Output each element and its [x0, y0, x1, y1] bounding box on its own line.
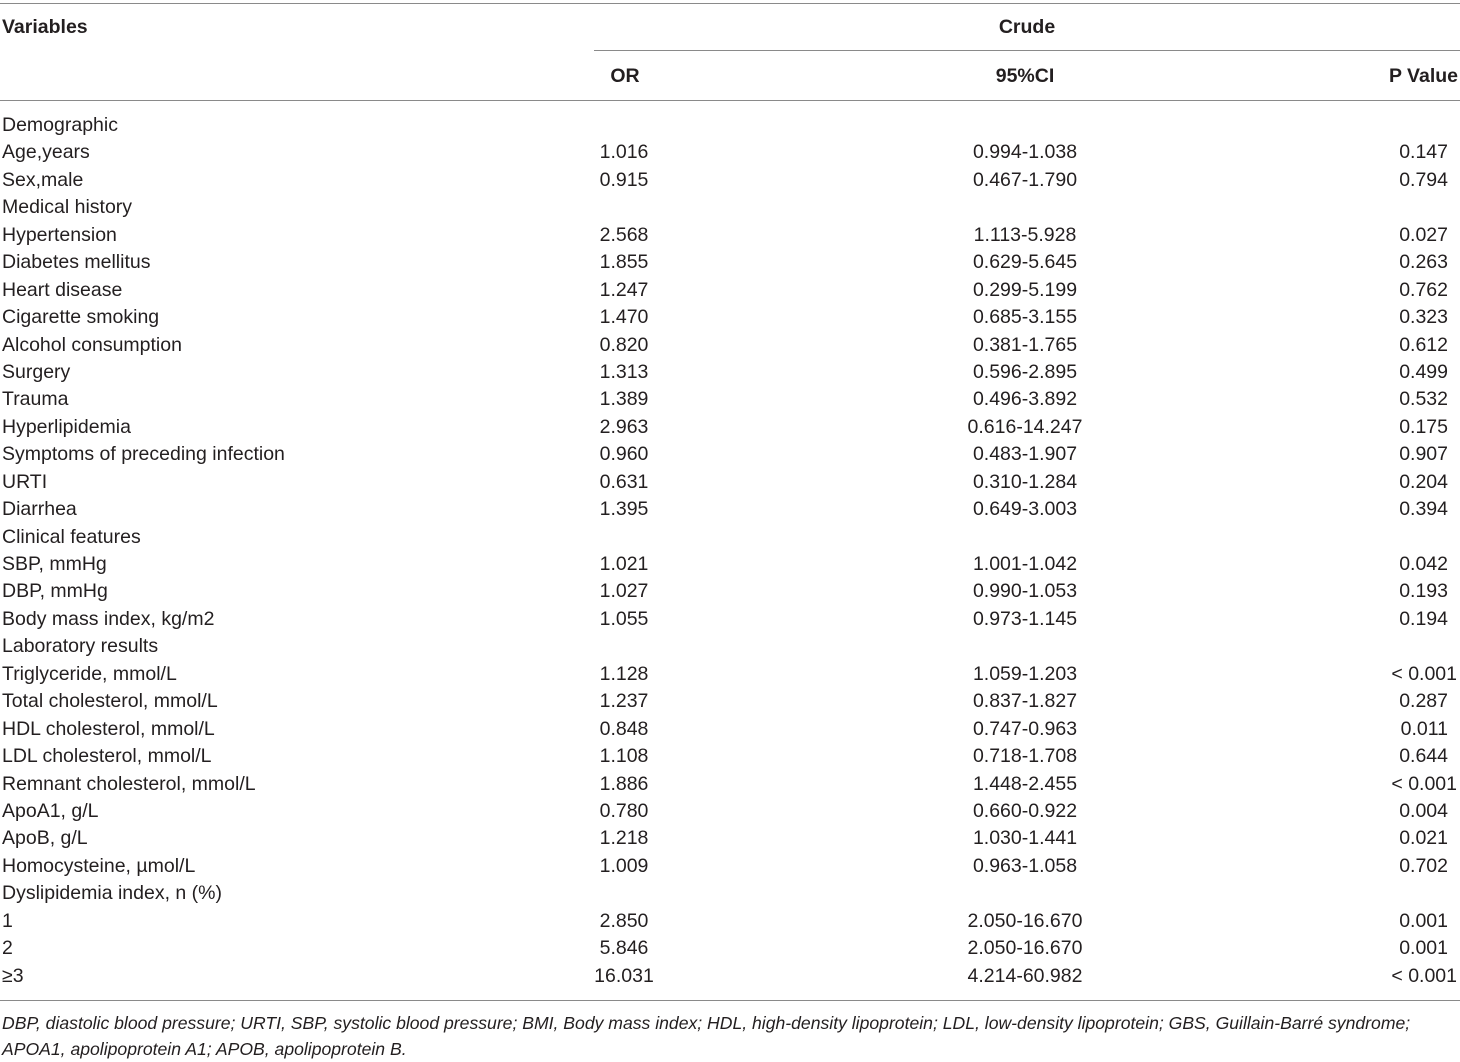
header-crude: Crude	[998, 16, 1056, 38]
cell-or: 0.631	[599, 470, 649, 493]
header-or: OR	[610, 65, 640, 87]
table-row	[0, 935, 1460, 962]
cell-or: 1.886	[599, 772, 649, 795]
cell-variable: Surgery	[2, 360, 71, 383]
cell-ci: 0.496-3.892	[972, 388, 1078, 411]
cell-variable: Homocysteine, µmol/L	[2, 854, 196, 877]
cell-ci: 0.990-1.053	[972, 580, 1078, 603]
table-row	[0, 524, 1460, 551]
cell-variable: Symptoms of preceding infection	[2, 443, 285, 466]
cell-variable: ApoB, g/L	[2, 827, 88, 850]
cell-or: 1.009	[599, 854, 649, 877]
cell-ci: 0.994-1.038	[972, 141, 1078, 164]
cell-or: 0.780	[599, 799, 649, 822]
cell-p-value: 0.762	[1399, 278, 1448, 301]
table-row	[0, 249, 1460, 276]
cell-variable: ≥3	[2, 964, 24, 987]
table-body	[0, 112, 1460, 990]
cell-variable: Alcohol consumption	[2, 333, 182, 356]
table-row	[0, 688, 1460, 715]
cell-or: 0.960	[599, 443, 649, 466]
table-row	[0, 578, 1460, 605]
table-row	[0, 167, 1460, 194]
cell-or: 1.313	[599, 360, 649, 383]
table-row	[0, 112, 1460, 139]
cell-or: 1.855	[599, 251, 649, 274]
cell-p-value: 0.001	[1399, 937, 1448, 960]
table-row	[0, 908, 1460, 935]
cell-or: 1.021	[599, 553, 649, 575]
cell-variable: Clinical features	[2, 525, 141, 548]
cell-variable: Heart disease	[2, 278, 123, 301]
cell-variable: Demographic	[2, 114, 118, 136]
table-row	[0, 633, 1460, 660]
cell-or: 1.108	[599, 745, 649, 768]
cell-ci: 1.001-1.042	[972, 553, 1078, 575]
cell-variable: Body mass index, kg/m2	[2, 607, 215, 630]
table-footnote: DBP, diastolic blood pressure; URTI, SBP, systolic blood pressure; BMI, Body mass index; HDL, high-density lipoprotein; LDL, low-density lipoprotein; GBS, Guillain-Barré syndrome; APOA1, apolipoprotein A1; APOB, apolipoprotein B.	[2, 1013, 1411, 1059]
cell-p-value: 0.194	[1399, 607, 1448, 630]
cell-variable: Laboratory results	[2, 635, 159, 658]
cell-p-value: 0.702	[1399, 854, 1448, 877]
cell-variable: SBP, mmHg	[2, 553, 107, 575]
cell-p-value: 0.287	[1399, 690, 1448, 713]
cell-p-value: 0.612	[1399, 333, 1448, 356]
cell-or: 1.389	[599, 388, 649, 411]
cell-p-value: 0.042	[1399, 553, 1448, 575]
cell-ci: 2.050-16.670	[967, 909, 1083, 932]
cell-p-value: 0.532	[1399, 388, 1448, 411]
cell-ci: 0.629-5.645	[972, 251, 1078, 274]
cell-p-value: < 0.001	[1391, 772, 1457, 795]
cell-or: 0.915	[599, 168, 649, 191]
cell-variable: Remnant cholesterol, mmol/L	[2, 772, 256, 795]
cell-variable: Triglyceride, mmol/L	[2, 662, 177, 685]
cell-variable: Diarrhea	[2, 498, 77, 521]
cell-or: 16.031	[594, 964, 654, 987]
cell-variable: Hyperlipidemia	[2, 415, 131, 438]
cell-variable: Hypertension	[2, 223, 117, 246]
cell-or: 1.027	[599, 580, 649, 603]
table-row	[0, 386, 1460, 413]
cell-p-value: 0.004	[1399, 799, 1448, 822]
table-row	[0, 606, 1460, 633]
table-row	[0, 277, 1460, 304]
cell-ci: 0.963-1.058	[972, 854, 1078, 877]
cell-p-value: 0.193	[1399, 580, 1448, 603]
cell-p-value: 0.644	[1399, 745, 1448, 768]
cell-p-value: < 0.001	[1391, 964, 1457, 987]
table-row	[0, 332, 1460, 359]
cell-ci: 0.483-1.907	[972, 443, 1078, 466]
cell-p-value: < 0.001	[1391, 662, 1457, 685]
cell-ci: 4.214-60.982	[967, 964, 1083, 987]
table-row	[0, 359, 1460, 386]
cell-variable: Age,years	[2, 141, 90, 164]
cell-ci: 0.310-1.284	[972, 470, 1078, 493]
cell-variable: Cigarette smoking	[2, 306, 160, 329]
cell-or: 2.568	[599, 223, 649, 246]
cell-ci: 1.059-1.203	[972, 662, 1078, 685]
cell-variable: DBP, mmHg	[2, 580, 108, 603]
header-ci: 95%CI	[995, 65, 1055, 87]
cell-p-value: 0.204	[1399, 470, 1448, 493]
header-p-value: P Value	[1388, 65, 1458, 87]
table-row	[0, 963, 1460, 990]
cell-ci: 0.616-14.247	[967, 415, 1083, 438]
table-row	[0, 194, 1460, 221]
table-row	[0, 853, 1460, 880]
cell-ci: 0.660-0.922	[972, 799, 1078, 822]
table-row	[0, 551, 1460, 578]
cell-or: 1.128	[599, 662, 649, 685]
cell-or: 1.395	[599, 498, 649, 521]
cell-ci: 0.685-3.155	[972, 306, 1078, 329]
cell-ci: 1.448-2.455	[972, 772, 1078, 795]
cell-ci: 0.649-3.003	[972, 498, 1078, 521]
cell-ci: 0.596-2.895	[972, 360, 1078, 383]
table-row	[0, 222, 1460, 249]
cell-or: 2.963	[599, 415, 649, 438]
cell-variable: LDL cholesterol, mmol/L	[2, 745, 212, 768]
cell-p-value: 0.001	[1399, 909, 1448, 932]
cell-variable: Sex,male	[2, 168, 84, 191]
cell-or: 1.218	[599, 827, 649, 850]
table-row	[0, 469, 1460, 496]
table-row	[0, 798, 1460, 825]
cell-p-value: 0.011	[1400, 717, 1448, 740]
table-row	[0, 771, 1460, 798]
cell-p-value: 0.907	[1399, 443, 1448, 466]
table-row	[0, 441, 1460, 468]
cell-ci: 0.299-5.199	[972, 278, 1078, 301]
cell-variable: URTI	[2, 470, 48, 493]
cell-p-value: 0.027	[1399, 223, 1448, 246]
cell-p-value: 0.394	[1399, 498, 1448, 521]
cell-ci: 0.973-1.145	[972, 607, 1078, 630]
cell-p-value: 0.323	[1399, 306, 1448, 329]
cell-ci: 0.718-1.708	[972, 745, 1078, 768]
cell-ci: 0.467-1.790	[972, 168, 1078, 191]
table-row	[0, 304, 1460, 331]
table-top-rule	[0, 3, 1460, 4]
cell-or: 1.247	[599, 278, 649, 301]
cell-or: 5.846	[599, 937, 649, 960]
cell-p-value: 0.794	[1399, 168, 1448, 191]
table-row	[0, 743, 1460, 770]
cell-p-value: 0.021	[1399, 827, 1448, 850]
cell-p-value: 0.263	[1399, 251, 1448, 274]
table-bottom-rule	[0, 1000, 1460, 1001]
cell-or: 2.850	[599, 909, 649, 932]
cell-ci: 0.381-1.765	[972, 333, 1078, 356]
table-row	[0, 414, 1460, 441]
cell-variable: Trauma	[2, 388, 69, 411]
cell-ci: 2.050-16.670	[967, 937, 1083, 960]
table-row	[0, 716, 1460, 743]
cell-or: 1.055	[599, 607, 649, 630]
header-variables: Variables	[2, 16, 88, 38]
cell-ci: 0.747-0.963	[972, 717, 1078, 740]
cell-variable: Total cholesterol, mmol/L	[2, 690, 218, 713]
table-row	[0, 661, 1460, 688]
cell-variable: 2	[2, 937, 13, 960]
cell-or: 1.470	[599, 306, 649, 329]
cell-variable: Medical history	[2, 196, 133, 219]
table-row	[0, 825, 1460, 852]
crude-underline-rule	[594, 50, 1460, 51]
cell-variable: Dyslipidemia index, n (%)	[2, 882, 222, 905]
cell-or: 1.016	[599, 141, 649, 164]
cell-variable: ApoA1, g/L	[2, 799, 99, 822]
cell-variable: HDL cholesterol, mmol/L	[2, 717, 215, 740]
table-row	[0, 880, 1460, 907]
cell-p-value: 0.499	[1399, 360, 1448, 383]
cell-variable: Diabetes mellitus	[2, 251, 151, 274]
cell-or: 1.237	[599, 690, 649, 713]
table-row	[0, 496, 1460, 523]
cell-ci: 1.030-1.441	[972, 827, 1078, 850]
cell-ci: 1.113-5.928	[973, 223, 1077, 246]
cell-or: 0.820	[599, 333, 649, 356]
cell-p-value: 0.175	[1399, 415, 1448, 438]
table-row	[0, 139, 1460, 166]
header-bottom-rule	[0, 100, 1460, 101]
cell-p-value: 0.147	[1399, 141, 1448, 164]
cell-ci: 0.837-1.827	[972, 690, 1078, 713]
cell-or: 0.848	[599, 717, 649, 740]
cell-variable: 1	[2, 909, 13, 932]
